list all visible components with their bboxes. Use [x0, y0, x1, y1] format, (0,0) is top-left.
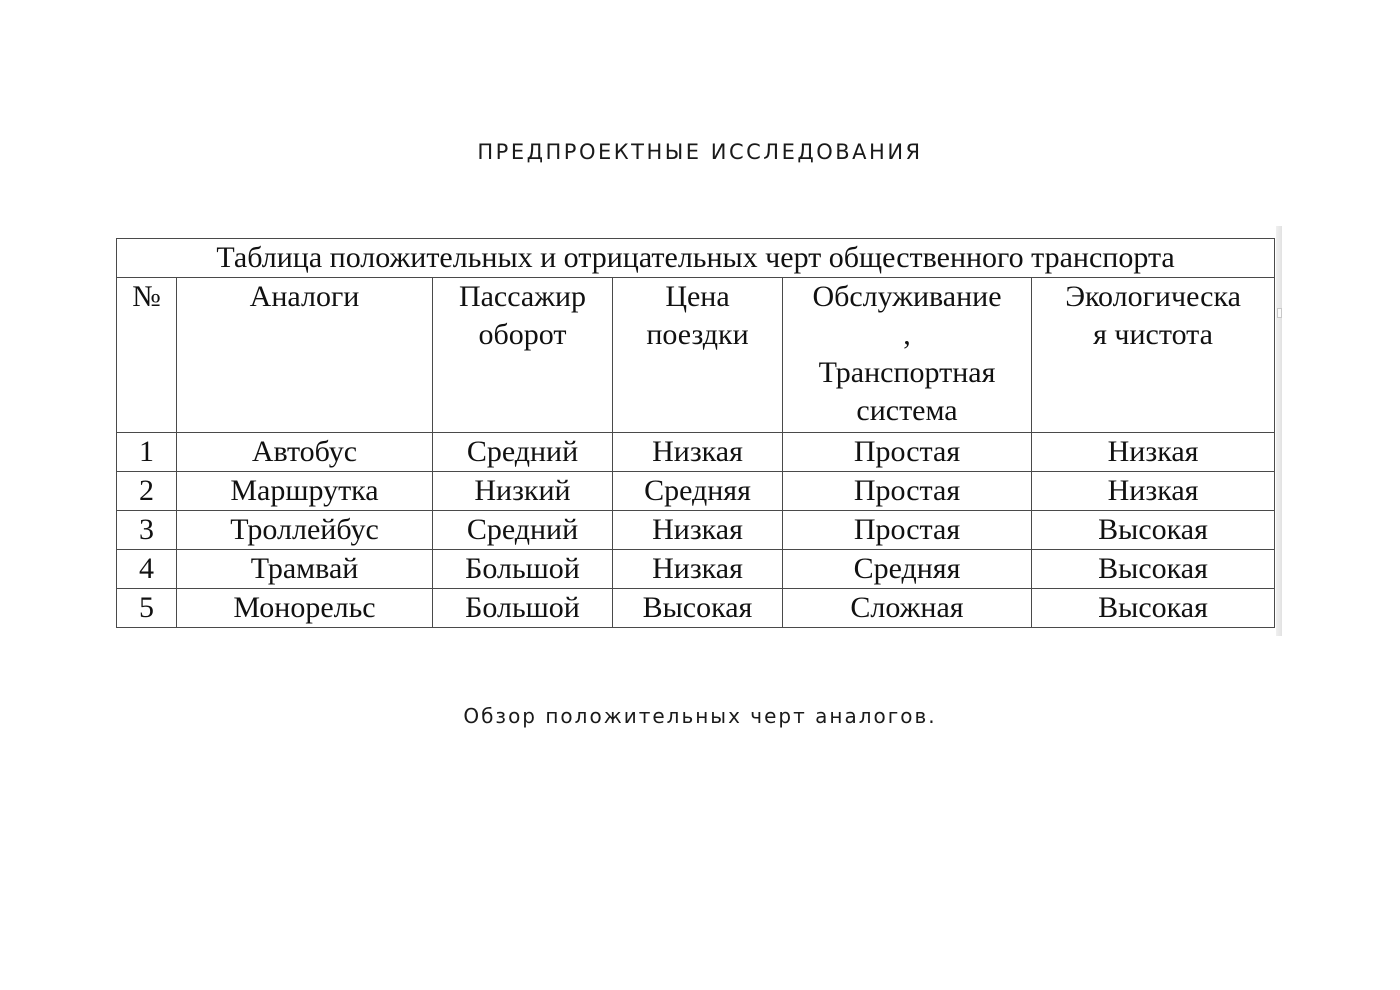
- cell-service: Простая: [783, 433, 1032, 472]
- header-line: Экологическа: [1065, 280, 1241, 313]
- header-line: я чистота: [1093, 318, 1213, 351]
- header-line: Цена: [665, 280, 730, 313]
- header-ecology: [1032, 278, 1275, 433]
- cell-number: 4: [117, 550, 177, 589]
- cell-analog: Маршрутка: [177, 472, 433, 511]
- cell-number: 3: [117, 511, 177, 550]
- cell-trip-price: Низкая: [613, 433, 783, 472]
- header-line: ,: [903, 318, 911, 351]
- cell-trip-price: Низкая: [613, 511, 783, 550]
- cell-analog: Автобус: [177, 433, 433, 472]
- table-row: [117, 589, 1275, 628]
- table-row: [117, 472, 1275, 511]
- header-line: Транспортная: [818, 356, 996, 389]
- header-line: Пассажир: [458, 280, 587, 313]
- cell-passenger-turnover: Средний: [433, 511, 613, 550]
- cell-number: 2: [117, 472, 177, 511]
- table-row: [117, 511, 1275, 550]
- header-line: оборот: [478, 318, 567, 351]
- cell-service: Простая: [783, 472, 1032, 511]
- header-line: Обслуживание: [812, 280, 1002, 313]
- cell-ecology: Низкая: [1032, 472, 1275, 511]
- table-row: [117, 433, 1275, 472]
- sheet-scroll-edge: [1276, 226, 1282, 636]
- cell-service: Сложная: [783, 589, 1032, 628]
- cell-service: Средняя: [783, 550, 1032, 589]
- cell-number: 1: [117, 433, 177, 472]
- cell-ecology: Высокая: [1032, 550, 1275, 589]
- header-passenger-turnover: [433, 278, 613, 433]
- resize-handle-icon: [1277, 308, 1282, 318]
- cell-passenger-turnover: Средний: [433, 433, 613, 472]
- header-number: [117, 278, 177, 433]
- cell-passenger-turnover: Большой: [433, 550, 613, 589]
- header-analogs: [177, 278, 433, 433]
- cell-passenger-turnover: Низкий: [433, 472, 613, 511]
- header-line: №: [132, 280, 161, 313]
- table-row: [117, 550, 1275, 589]
- cell-number: 5: [117, 589, 177, 628]
- header-line: система: [856, 394, 958, 427]
- cell-ecology: Низкая: [1032, 433, 1275, 472]
- header-line: Аналоги: [249, 280, 360, 313]
- header-trip-price: [613, 278, 783, 433]
- cell-analog: Монорельс: [177, 589, 433, 628]
- cell-trip-price: Низкая: [613, 550, 783, 589]
- header-service: [783, 278, 1032, 433]
- transport-comparison-table: [116, 238, 1275, 628]
- cell-analog: Троллейбус: [177, 511, 433, 550]
- header-line: поездки: [646, 318, 749, 351]
- cell-ecology: Высокая: [1032, 589, 1275, 628]
- cell-service: Простая: [783, 511, 1032, 550]
- table-title: Таблица положительных и отрицательных черт общественного транспорта: [117, 239, 1275, 278]
- section-caption: Обзор положительных черт аналогов.: [463, 704, 937, 728]
- cell-analog: Трамвай: [177, 550, 433, 589]
- cell-ecology: Высокая: [1032, 511, 1275, 550]
- page-heading: ПРЕДПРОЕКТНЫЕ ИССЛЕДОВАНИЯ: [477, 140, 923, 164]
- cell-trip-price: Высокая: [613, 589, 783, 628]
- cell-passenger-turnover: Большой: [433, 589, 613, 628]
- cell-trip-price: Средняя: [613, 472, 783, 511]
